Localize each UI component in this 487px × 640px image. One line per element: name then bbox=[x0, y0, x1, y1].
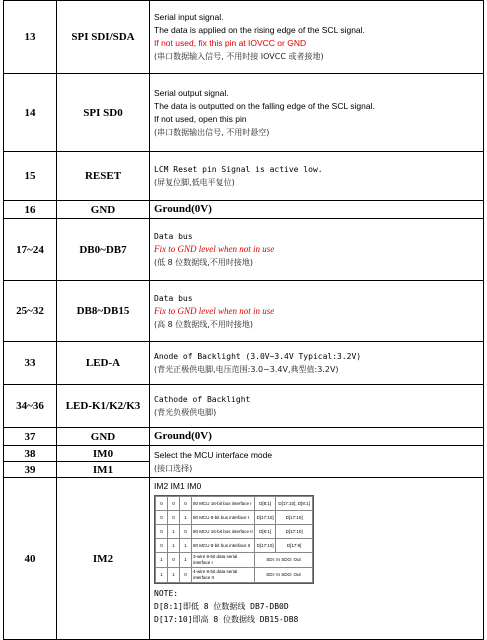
mode-desc-cell: D[17:10] bbox=[255, 539, 276, 553]
pin-description bbox=[150, 1, 484, 74]
desc-line-chinese: (串口数据输入信号, 不用时接 IOVCC 或者接地) bbox=[154, 52, 324, 61]
pin-table bbox=[3, 0, 484, 640]
im-header: IM2 IM1 IM0 bbox=[154, 481, 202, 491]
table-row bbox=[4, 446, 484, 462]
pin-description bbox=[150, 446, 484, 478]
mode-desc-cell: D[17:10] bbox=[276, 525, 313, 539]
pin-name: SPI SDI/SDA bbox=[57, 1, 150, 74]
mode-bit-cell: 0 bbox=[168, 553, 180, 568]
mode-bit-cell: 0 bbox=[180, 568, 192, 583]
pin-name: DB0~DB7 bbox=[57, 219, 150, 281]
pin-number: 17~24 bbox=[4, 219, 57, 281]
table-row bbox=[4, 385, 484, 428]
pin-number: 40 bbox=[4, 478, 57, 640]
desc-line: If not used, open this pin bbox=[154, 113, 247, 124]
desc-line: Ground(0V) bbox=[154, 430, 212, 442]
mode-table-row bbox=[156, 497, 313, 511]
pin-number: 15 bbox=[4, 152, 57, 201]
mode-bit-cell: 1 bbox=[180, 553, 192, 568]
desc-line-chinese: (高 8 位数据线,不用时接地) bbox=[154, 319, 253, 329]
table-row bbox=[4, 219, 484, 281]
pin-number: 25~32 bbox=[4, 281, 57, 342]
mode-desc-cell: 4-wire 8-bit data serial interface II bbox=[192, 568, 255, 583]
pin-name: LED-K1/K2/K3 bbox=[57, 385, 150, 428]
mode-desc-cell: D[17:10] bbox=[255, 511, 276, 525]
mode-desc-cell: 80 MCU 16-bit bus interface II bbox=[192, 525, 255, 539]
pin-name: GND bbox=[57, 201, 150, 219]
desc-line: Ground(0V) bbox=[154, 203, 212, 215]
mode-desc-cell: D[17:9] bbox=[276, 539, 313, 553]
desc-line: Data bus bbox=[154, 232, 193, 241]
mode-table-row bbox=[156, 525, 313, 539]
table-row bbox=[4, 342, 484, 385]
interface-mode-table bbox=[154, 495, 314, 584]
pin-description bbox=[150, 219, 484, 281]
mode-bit-cell: 0 bbox=[168, 497, 180, 511]
desc-line: Anode of Backlight (3.0V~3.4V Typical:3.2V) bbox=[154, 352, 362, 361]
mode-bit-cell: 1 bbox=[168, 539, 180, 553]
mode-desc-cell: SDI: In SDO: Out bbox=[255, 553, 313, 568]
pin-number: 33 bbox=[4, 342, 57, 385]
desc-line-warning: If not used, fix this pin at IOVCC or GND bbox=[154, 38, 307, 48]
mode-desc-cell: SDI: In SDO: Out bbox=[255, 568, 313, 583]
table-row bbox=[4, 1, 484, 74]
note-line: D[8:1]即低 8 位数据线 DB7-DB0D bbox=[154, 602, 289, 611]
mode-desc-cell: D[8:1] bbox=[255, 525, 276, 539]
mode-table-row bbox=[156, 511, 313, 525]
desc-line-chinese: (背光负极供电脚) bbox=[154, 408, 217, 417]
desc-line: LCM Reset pin Signal is active low. bbox=[154, 165, 323, 174]
table-row bbox=[4, 152, 484, 201]
desc-line-warning: Fix to GND level when not in use bbox=[154, 305, 275, 316]
pin-number: 34~36 bbox=[4, 385, 57, 428]
desc-line-chinese: (背光正极供电脚,电压范围:3.0~3.4V,典型值:3.2V) bbox=[154, 365, 339, 374]
note-line: D[17:10]即高 8 位数据线 DB15-DB8 bbox=[154, 615, 299, 624]
desc-line: Data bus bbox=[154, 293, 193, 303]
desc-line-chinese: (接口选择) bbox=[154, 463, 193, 473]
pin-number: 37 bbox=[4, 428, 57, 446]
mode-desc-cell: 80 MCU 16-bit bus interface I bbox=[192, 497, 255, 511]
desc-line-chinese: (低 8 位数据线,不用时接地) bbox=[154, 258, 253, 267]
pin-number: 14 bbox=[4, 74, 57, 152]
pin-description bbox=[150, 478, 484, 640]
mode-bit-cell: 0 bbox=[156, 525, 168, 539]
mode-bit-cell: 0 bbox=[156, 539, 168, 553]
pin-number: 16 bbox=[4, 201, 57, 219]
pin-name: RESET bbox=[57, 152, 150, 201]
note-title: NOTE: bbox=[154, 589, 179, 598]
pin-name: IM2 bbox=[57, 478, 150, 640]
pin-name: IM1 bbox=[57, 462, 150, 478]
pin-description bbox=[150, 74, 484, 152]
table-row bbox=[4, 74, 484, 152]
pin-name: SPI SD0 bbox=[57, 74, 150, 152]
mode-desc-cell: 80 MCU 8-bit bus interface II bbox=[192, 539, 255, 553]
pin-description bbox=[150, 385, 484, 428]
mode-bit-cell: 0 bbox=[168, 511, 180, 525]
mode-desc-cell: D[17:10], D[8:1] bbox=[276, 497, 313, 511]
pin-name: IM0 bbox=[57, 446, 150, 462]
mode-bit-cell: 0 bbox=[156, 497, 168, 511]
mode-bit-cell: 1 bbox=[156, 568, 168, 583]
desc-line: Cathode of Backlight bbox=[154, 395, 251, 404]
mode-bit-cell: 0 bbox=[180, 497, 192, 511]
mode-table-row bbox=[156, 539, 313, 553]
pin-name: DB8~DB15 bbox=[57, 281, 150, 342]
table-row bbox=[4, 281, 484, 342]
mode-bit-cell: 0 bbox=[180, 525, 192, 539]
pin-name: GND bbox=[57, 428, 150, 446]
pin-description bbox=[150, 152, 484, 201]
pin-description bbox=[150, 428, 484, 446]
pin-number: 39 bbox=[4, 462, 57, 478]
mode-desc-cell: D[17:10] bbox=[276, 511, 313, 525]
table-row bbox=[4, 428, 484, 446]
mode-bit-cell: 1 bbox=[156, 553, 168, 568]
desc-line-chinese: (串口数据输出信号, 不用时悬空) bbox=[154, 127, 270, 137]
desc-line: Serial output signal. bbox=[154, 87, 229, 98]
desc-line: Serial input signal. bbox=[154, 12, 224, 22]
mode-bit-cell: 0 bbox=[156, 511, 168, 525]
mode-bit-cell: 1 bbox=[180, 511, 192, 525]
table-row bbox=[4, 478, 484, 640]
desc-line: Select the MCU interface mode bbox=[154, 449, 273, 460]
mode-desc-cell: 3-wire 9-bit data serial interface I bbox=[192, 553, 255, 568]
mode-bit-cell: 1 bbox=[168, 568, 180, 583]
pin-description bbox=[150, 201, 484, 219]
pin-number: 38 bbox=[4, 446, 57, 462]
desc-line-chinese: (屏复位脚,低电平复位) bbox=[154, 178, 235, 187]
desc-line-warning: Fix to GND level when not in use bbox=[154, 244, 275, 254]
table-row bbox=[4, 201, 484, 219]
mode-desc-cell: D[8:1] bbox=[255, 497, 276, 511]
pin-description bbox=[150, 281, 484, 342]
pin-name: LED-A bbox=[57, 342, 150, 385]
mode-bit-cell: 1 bbox=[180, 539, 192, 553]
mode-desc-cell: 80 MCU 8-bit bus interface I bbox=[192, 511, 255, 525]
desc-line: The data is applied on the rising edge of the SCL signal. bbox=[154, 25, 365, 35]
mode-bit-cell: 1 bbox=[168, 525, 180, 539]
pin-description bbox=[150, 342, 484, 385]
desc-line: The data is outputted on the falling edge of the SCL signal. bbox=[154, 100, 375, 111]
mode-table-row bbox=[156, 553, 313, 568]
pin-number: 13 bbox=[4, 1, 57, 74]
mode-table-row bbox=[156, 568, 313, 583]
